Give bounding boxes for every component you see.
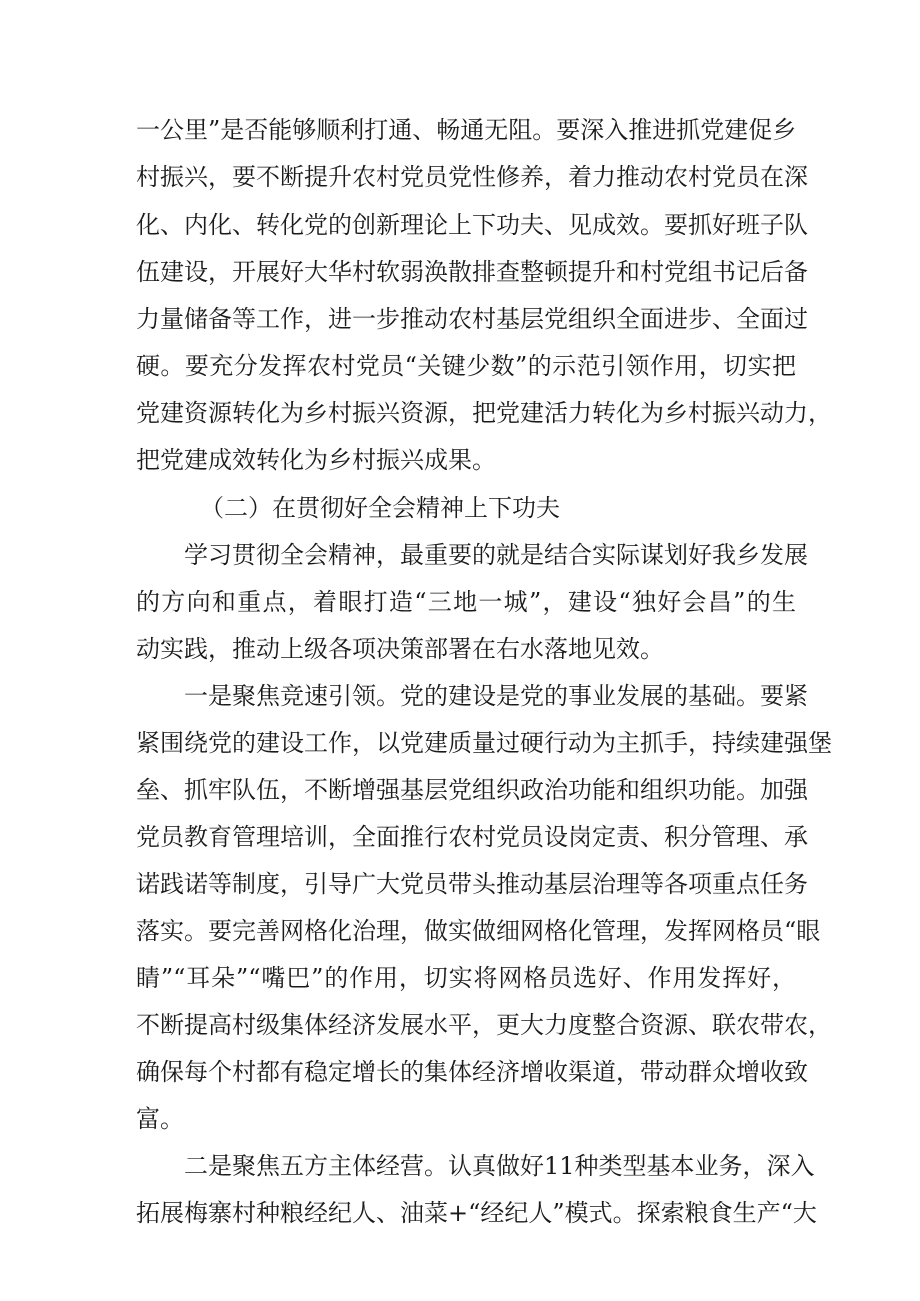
paragraph-line: 拓展梅寨村种粮经纪人、油菜+“经纪人”模式。探索粮食生产“大 bbox=[136, 1199, 817, 1227]
paragraph-line: 不断提高村级集体经济发展水平，更大力度整合资源、联农带农， bbox=[136, 1011, 832, 1039]
section-heading: （二）在贯彻好全会精神上下功夫 bbox=[200, 494, 560, 522]
paragraph-line: 富。 bbox=[136, 1105, 184, 1133]
paragraph-line: 党建资源转化为乡村振兴资源，把党建活力转化为乡村振兴动力， bbox=[136, 399, 832, 427]
paragraph-line: 一是聚焦竞速引领。党的建设是党的事业发展的基础。要紧 bbox=[184, 682, 808, 710]
paragraph-line: 伍建设，开展好大华村软弱涣散排查整顿提升和村党组书记后备 bbox=[136, 258, 808, 286]
paragraph-line: 动实践，推动上级各项决策部署在右水落地见效。 bbox=[136, 635, 664, 663]
paragraph-line: 学习贯彻全会精神，最重要的就是结合实际谋划好我乡发展 bbox=[184, 541, 808, 569]
paragraph-line: 二是聚焦五方主体经营。认真做好11种类型基本业务，深入 bbox=[184, 1152, 815, 1180]
paragraph-line: 垒、抓牢队伍，不断增强基层党组织政治功能和组织功能。加强 bbox=[136, 776, 808, 804]
paragraph-line: 化、内化、转化党的创新理论上下功夫、见成效。要抓好班子队 bbox=[136, 211, 808, 239]
paragraph-line: 力量储备等工作，进一步推动农村基层党组织全面进步、全面过 bbox=[136, 305, 808, 333]
paragraph-line: 硬。要充分发挥农村党员“关键少数”的示范引领作用，切实把 bbox=[136, 352, 796, 380]
paragraph-line: 党员教育管理培训，全面推行农村党员设岗定责、积分管理、承 bbox=[136, 823, 808, 851]
paragraph-line: 紧围绕党的建设工作，以党建质量过硬行动为主抓手，持续建强堡 bbox=[136, 729, 832, 757]
paragraph-line: 一公里”是否能够顺利打通、畅通无阻。要深入推进抓党建促乡 bbox=[136, 116, 797, 144]
paragraph-line: 落实。要完善网格化治理，做实做细网格化管理，发挥网格员“眼 bbox=[136, 917, 821, 945]
paragraph-line: 的方向和重点，着眼打造“三地一城”，建设“独好会昌”的生 bbox=[136, 588, 796, 616]
paragraph-line: 睛”“耳朵”“嘴巴”的作用，切实将网格员选好、作用发挥好， bbox=[136, 964, 796, 992]
paragraph-line: 把党建成效转化为乡村振兴成果。 bbox=[136, 446, 496, 474]
paragraph-line: 诺践诺等制度，引导广大党员带头推动基层治理等各项重点任务 bbox=[136, 870, 808, 898]
paragraph-line: 确保每个村都有稳定增长的集体经济增收渠道，带动群众增收致 bbox=[136, 1058, 808, 1086]
paragraph-line: 村振兴，要不断提升农村党员党性修养，着力推动农村党员在深 bbox=[136, 163, 808, 191]
